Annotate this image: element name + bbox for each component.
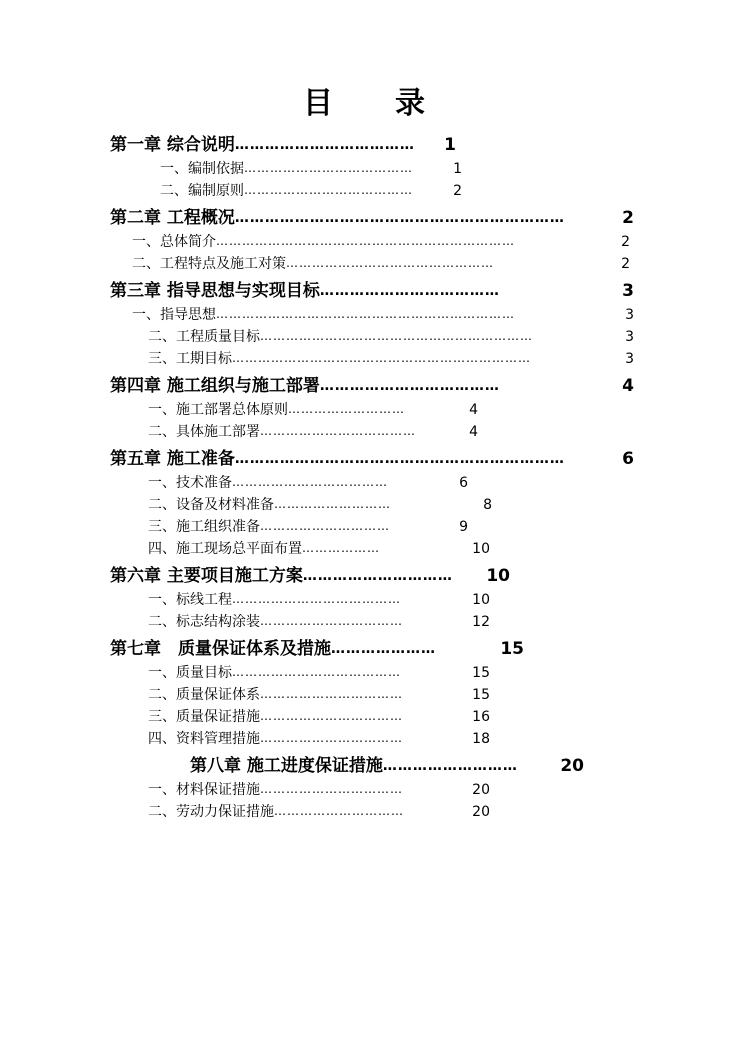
toc-entry-label: 三、施工组织准备 [148,519,260,535]
toc-leader-dots: …………………………………………………………… [216,235,515,247]
toc-leader-dots: ………………………………… [244,162,413,174]
toc-entry-label: 第三章 指导思想与实现目标 [110,281,320,301]
toc-entry-page-number: 4 [469,402,478,418]
toc-leader-dots: ………………………………… [232,593,401,605]
toc-entry-label: 二、标志结构涂装 [148,614,260,630]
toc-entry[interactable] [148,538,490,558]
toc-entry[interactable] [148,706,490,726]
toc-entry-page-number: 20 [560,756,584,776]
toc-entry-label: 四、资料管理措施 [148,731,260,747]
toc-entry-page-number: 16 [472,709,490,725]
toc-entry-page-number: 3 [625,351,634,367]
toc-leader-dots: ………………………………………………………… [234,211,565,225]
toc-entry-page-number: 2 [622,208,634,228]
toc-leader-dots: ………………………………… [232,666,401,678]
toc-entry-label: 第一章 综合说明 [110,135,235,155]
toc-entry-page-number: 3 [625,307,634,323]
toc-entry[interactable] [110,203,634,228]
toc-entry[interactable] [148,494,492,514]
toc-entry-page-number: 15 [500,639,524,659]
toc-entry-page-number: 3 [622,281,634,301]
toc-leader-dots: ……………………………… [234,138,415,152]
toc-entry-label: 四、施工现场总平面布置 [148,541,302,557]
toc-entry-label: 二、劳动力保证措施 [148,804,274,820]
toc-entry-label: 第四章 施工组织与施工部署 [110,376,320,396]
toc-leader-dots: …………………………… [260,710,403,722]
toc-leader-dots: ……………… [302,542,380,554]
toc-leader-dots: ……………………… [274,498,391,510]
page-title: 目 录 [303,86,441,121]
toc-entry-label: 二、工程质量目标 [148,329,260,345]
toc-entry-label: 二、具体施工部署 [148,424,260,440]
toc-entry-label: 二、质量保证体系 [148,687,260,703]
toc-entry[interactable] [110,130,456,155]
toc-entry[interactable] [132,253,630,273]
toc-entry-page-number: 12 [472,614,490,630]
toc-leader-dots: ……………………………… [260,425,416,437]
toc-leader-dots: ………………………… [260,520,390,532]
toc-entry-page-number: 2 [453,183,462,199]
toc-entry-page-number: 15 [472,665,490,681]
toc-leader-dots: ……………………………………………………… [260,330,533,342]
toc-entry[interactable] [110,561,510,586]
toc-leader-dots: ……………………………… [232,476,388,488]
toc-leader-dots: …………………………… [260,783,403,795]
toc-entry[interactable] [148,326,634,346]
toc-entry-page-number: 2 [621,234,630,250]
toc-leader-dots: ………………………………………… [286,257,494,269]
toc-entry-page-number: 10 [472,592,490,608]
toc-entry[interactable] [148,779,490,799]
toc-entry-label: 一、技术准备 [148,475,232,491]
toc-entry-label: 三、质量保证措施 [148,709,260,725]
toc-entry-page-number: 1 [444,135,456,155]
toc-entry-label: 第五章 施工准备 [110,449,235,469]
toc-entry[interactable] [148,684,490,704]
toc-entry-label: 一、材料保证措施 [148,782,260,798]
toc-entry[interactable] [148,421,478,441]
toc-entry-label: 一、标线工程 [148,592,232,608]
toc-entry-page-number: 2 [621,256,630,272]
toc-entry-label: 一、指导思想 [132,307,216,323]
toc-entry-label: 一、质量目标 [148,665,232,681]
toc-entry-page-number: 20 [472,804,490,820]
toc-entry[interactable] [190,751,584,776]
toc-leader-dots: ……………………… [288,403,405,415]
toc-entry-label: 一、编制依据 [160,161,244,177]
toc-leader-dots: ………………………………… [244,184,413,196]
toc-leader-dots: ………………………… [274,805,404,817]
toc-entry[interactable] [110,371,634,396]
toc-entry[interactable] [132,304,634,324]
toc-entry[interactable] [160,180,462,200]
toc-entry-label: 三、工期目标 [148,351,232,367]
toc-entry-label: 二、设备及材料准备 [148,497,274,513]
toc-leader-dots: …………………………… [260,688,403,700]
toc-leader-dots: …………………………… [260,615,403,627]
toc-leader-dots: ………………………… [302,569,453,583]
toc-leader-dots: …………………………………………………………… [216,308,515,320]
toc-entry-label: 第六章 主要项目施工方案 [110,566,303,586]
toc-entry[interactable] [148,662,490,682]
toc-entry[interactable] [110,444,634,469]
toc-entry-page-number: 6 [622,449,634,469]
toc-entry-page-number: 3 [625,329,634,345]
toc-entry-page-number: 4 [469,424,478,440]
toc-leader-dots: ……………………………… [319,379,500,393]
toc-entry-label: 一、总体简介 [132,234,216,250]
toc-entry[interactable] [148,516,468,536]
toc-entry[interactable] [148,348,634,368]
toc-entry[interactable] [160,158,462,178]
toc-entry-page-number: 15 [472,687,490,703]
toc-entry[interactable] [148,728,490,748]
toc-entry[interactable] [148,801,490,821]
toc-entry-page-number: 20 [472,782,490,798]
toc-entry-page-number: 4 [622,376,634,396]
toc-leader-dots: …………………………… [260,732,403,744]
toc-entry[interactable] [148,472,468,492]
toc-leader-dots: ……………………………… [319,284,500,298]
toc-entry-page-number: 1 [453,161,462,177]
table-of-contents [0,130,744,821]
toc-entry[interactable] [110,276,634,301]
toc-entry-label: 第七章 质量保证体系及措施 [110,639,331,659]
toc-entry-page-number: 10 [486,566,510,586]
toc-entry[interactable] [148,399,478,419]
toc-leader-dots: ………………… [331,642,436,656]
toc-leader-dots: ……………………… [382,759,518,773]
toc-leader-dots: …………………………………………………………… [232,352,531,364]
toc-leader-dots: ………………………………………………………… [234,452,565,466]
toc-entry-label: 第二章 工程概况 [110,208,235,228]
toc-entry-page-number: 10 [472,541,490,557]
toc-entry-page-number: 8 [483,497,492,513]
toc-entry[interactable] [148,611,490,631]
toc-entry[interactable] [148,589,490,609]
toc-entry-page-number: 6 [459,475,468,491]
toc-entry-label: 二、编制原则 [160,183,244,199]
toc-entry[interactable] [132,231,630,251]
toc-entry-label: 第八章 施工进度保证措施 [190,756,383,776]
toc-entry-page-number: 18 [472,731,490,747]
toc-entry-label: 一、施工部署总体原则 [148,402,288,418]
toc-entry-label: 二、工程特点及施工对策 [132,256,286,272]
toc-entry-page-number: 9 [459,519,468,535]
toc-entry[interactable] [110,634,524,659]
